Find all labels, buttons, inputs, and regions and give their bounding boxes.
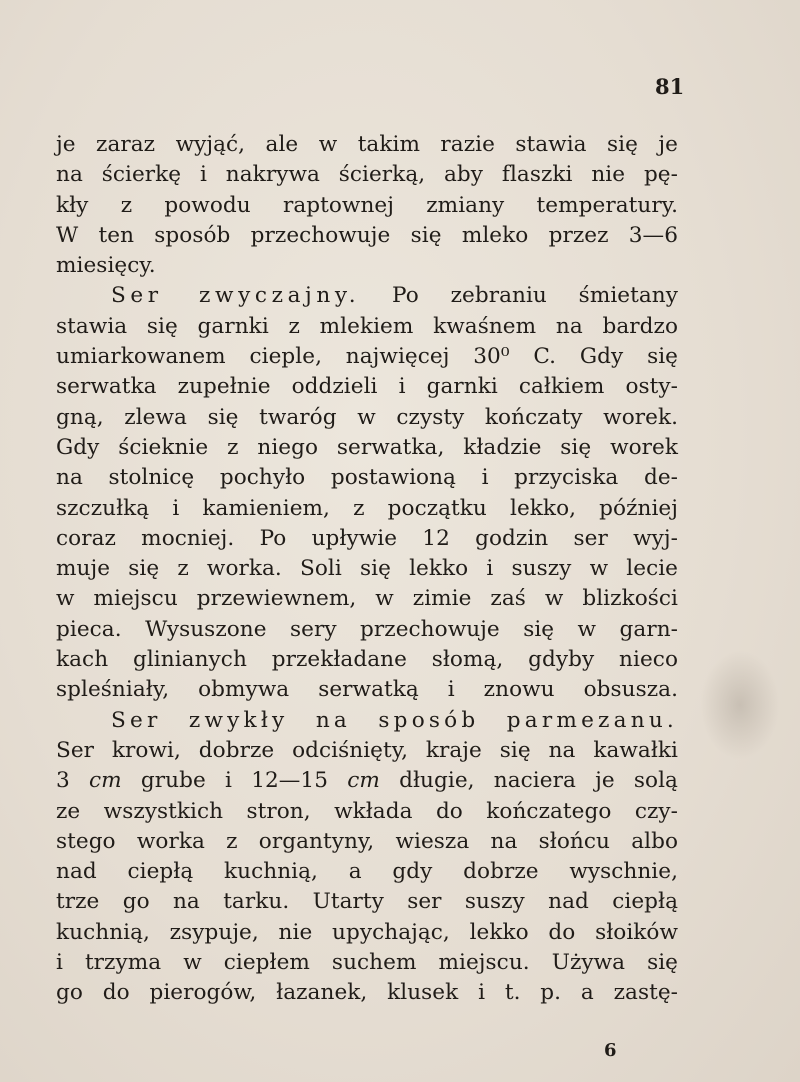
text-line: i trzyma w ciepłem suchem miejscu. Używa się [56,950,678,976]
text-line: pieca. Wysuszone sery przechowuje się w garn- [56,616,678,642]
text-line: gną, zlewa się twaróg w czysty kończaty worek. [56,404,678,430]
text-line: miesięcy. [56,253,156,279]
sheet-signature: 6 [604,1040,617,1061]
text-line: stego worka z organtyny, wiesza na słońcu albo [56,828,678,854]
text-line: trze go na tarku. Utarty ser suszy nad ciepłą [56,889,678,915]
text-line [56,706,678,736]
text-line: spleśniały, obmywa serwatką i znowu obsusza. [56,677,678,703]
paper-stain [700,650,780,760]
page-number: 81 [655,74,685,99]
body-text [56,130,678,1009]
text-line: je zaraz wyjąć, ale w takim razie stawia się je [56,132,678,157]
section-heading-ser-zwyczajny: Ser zwyczajny. [111,283,361,309]
unit-cm: cm [347,768,380,794]
text-fragment: długie, naciera je solą [399,768,678,794]
text-line: Gdy ścieknie z niego serwatka, kładzie się worek [56,434,678,460]
text-line: serwatka zupełnie oddzieli i garnki całkiem osty- [56,374,678,400]
text-line: muje się z worka. Soli się lekko i suszy w lecie [56,556,678,582]
text-line: go do pierogów, łazanek, klusek i t. p. a zastę- [56,980,678,1006]
section-heading-ser-parmezan: Ser zwykły na sposób parmezanu. [111,707,678,733]
text-line: W ten sposób przechowuje się mleko przez 3—6 [56,222,678,248]
text-fragment: Po zebraniu śmietany [392,283,678,309]
text-line: stawia się garnki z mlekiem kwaśnem na bardzo [56,313,678,339]
text-line: na ścierkę i nakrywa ścierką, aby flaszki nie pę- [56,162,678,188]
text-fragment: 3 [56,768,70,794]
text-line: kły z powodu raptownej zmiany temperatury. [56,192,678,218]
text-line: kuchnią, zsypuje, nie upychając, lekko do słoików [56,919,678,945]
text-line: ze wszystkich stron, wkłada do kończatego czy- [56,798,678,824]
text-line: kach glinianych przekładane słomą, gdyby nieco [56,647,678,673]
text-line: nad ciepłą kuchnią, a gdy dobrze wyschnie, [56,859,678,885]
text-line: w miejscu przewiewnem, w zimie zaś w blizkości [56,586,678,612]
text-line [56,281,678,311]
text-line [56,766,678,796]
text-line: szczułką i kamieniem, z początku lekko, później [56,495,678,521]
unit-cm: cm [89,768,122,794]
text-line: na stolnicę pochyło postawioną i przyciska de- [56,465,678,491]
text-line: umiarkowanem cieple, najwięcej 30⁰ C. Gdy się [56,344,678,370]
text-line: Ser krowi, dobrze odciśnięty, kraje się na kawałki [56,737,678,763]
text-fragment: grube i 12—15 [140,768,328,794]
text-line: coraz mocniej. Po upływie 12 godzin ser wyj- [56,525,678,551]
